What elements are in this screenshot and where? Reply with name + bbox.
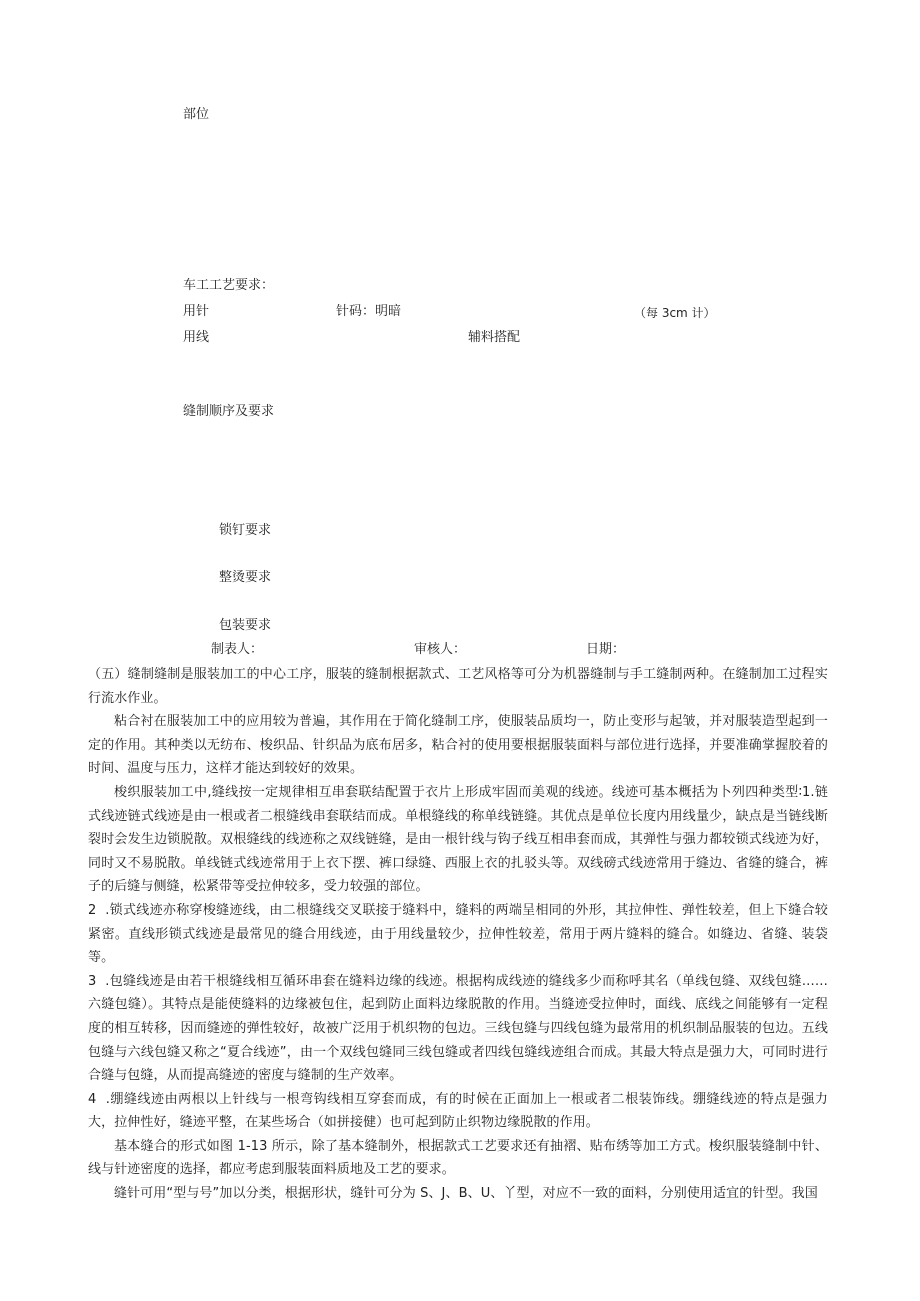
sewing-order-label: 缝制顺序及要求 xyxy=(183,404,275,419)
paragraph: 4 .绷缝线迹由两根以上针线与一根弯钩线相互穿套而成，有的时候在正面加上一根或者二根装饰线。绷缝线迹的特点是强力大，拉伸性好，缝迹平整，在某些场合（如拼接健）也可起到防止织物边缘脱散的作用。 xyxy=(88,1091,828,1131)
paragraph: 缝针可用“型与号”加以分类，根据形状，缝针可分为 S、J、B、U、丫型，对应不一致的面料，分别使用适宜的针型。我国 xyxy=(114,1186,818,1202)
paragraph: 2 .锁式线迹亦称穿梭缝迹线，由二根缝线交叉联接于缝料中，缝料的两端呈相同的外形，其拉伸性、弹性较差，但上下缝合较紧密。直线形锁式线迹是最常见的缝合用线迹，由于用线量较少，拉伸性较差，常用于两片缝料的缝合。如缝边、省缝、装袋等。 xyxy=(88,902,828,966)
paragraph: 基本缝合的形式如图 1-13 所示，除了基本缝制外，根据款式工艺要求还有抽褶、贴布绣等加工方式。梭织服装缝制中针、线与针迹密度的选择，都应考虑到服装面料质地及工艺的要求。 xyxy=(88,1138,828,1178)
part-label: 部位 xyxy=(183,107,210,122)
needle-label: 用针 xyxy=(183,304,210,319)
ironing-label: 整烫要求 xyxy=(219,570,272,585)
paragraph: 3 .包缝线迹是由若干根缝线相互循环串套在缝料边缘的线迹。根据构成线迹的缝线多少而称呼其名（单线包缝、双线包缝……六缝包缝）。其特点是能使缝料的边缘被包住，起到防止面料边缘脱散的作用。当缝迹受拉伸时，面线、底线之间能够有一定程度的相互转移，因而缝迹的弹性较好，故被广泛用于机织物的包边。三线包缝与四线包缝为最常用的机织制品服装的包边。五线包缝与六线包缝又称之“夏合线迹”，由一个双线包缝同三线包缝或者四线包缝线迹组合而成。其最大特点是强力大，可同时进行合缝与包缝，从而提高缝迹的密度与缝制的生产效率。 xyxy=(88,973,828,1084)
packing-label: 包装要求 xyxy=(219,618,272,633)
sewing-requirements-label: 车工工艺要求： xyxy=(183,278,275,293)
body-text xyxy=(88,663,828,1206)
paragraph: （五）缝制缝制是服装加工的中心工序，服装的缝制根据款式、工艺风格等可分为机器缝制与手工缝制两种。在缝制加工过程实行流水作业。 xyxy=(88,667,828,706)
reviewed-by-label: 审核人： xyxy=(414,642,467,657)
prepared-by-label: 制表人： xyxy=(211,642,264,657)
stitch-density-label: 针码：明暗 xyxy=(336,304,402,319)
date-label: 日期： xyxy=(586,642,626,657)
paragraph: 粘合衬在服装加工中的应用较为普遍，其作用在于简化缝制工序，使服装品质均一，防止变形与起皱，并对服装造型起到一定的作用。其种类以无纺布、梭织品、针织品为底布居多，粘合衬的使用要根据服装面料与部位进行选择，并要准确掌握胶着的时间、温度与压力，这样才能达到较好的效果。 xyxy=(88,714,828,777)
per-3cm-note: （每 3cm 计） xyxy=(634,306,716,320)
thread-label: 用线 xyxy=(183,330,210,345)
paragraph: 梭织服装加工中,缝线按一定规律相互串套联结配置于衣片上形成牢固而美观的线迹。线迹可基本概括为卜列四种类型∶1.链式线迹链式线迹是由一根或者二根缝线串套联结而成。单根缝线的称单线链缝。其优点是单位长度内用线量少，缺点是当链线断裂时会发生边锁脱散。双根缝线的线迹称之双线链缝，是由一根针线与钩子线互相串套而成，其弹性与强力都较锁式线迹为好，同时又不易脱散。单线链式线迹常用于上衣下摆、裤口绿缝、西服上衣的扎驳头等。双线磅式线迹常用于缝边、省缝的缝合，裤子的后缝与侧缝，松紧带等受拉伸较多，受力较强的部位。 xyxy=(88,784,828,895)
buttonhole-label: 锁钉要求 xyxy=(219,523,272,538)
accessory-label: 辅料搭配 xyxy=(468,330,521,345)
